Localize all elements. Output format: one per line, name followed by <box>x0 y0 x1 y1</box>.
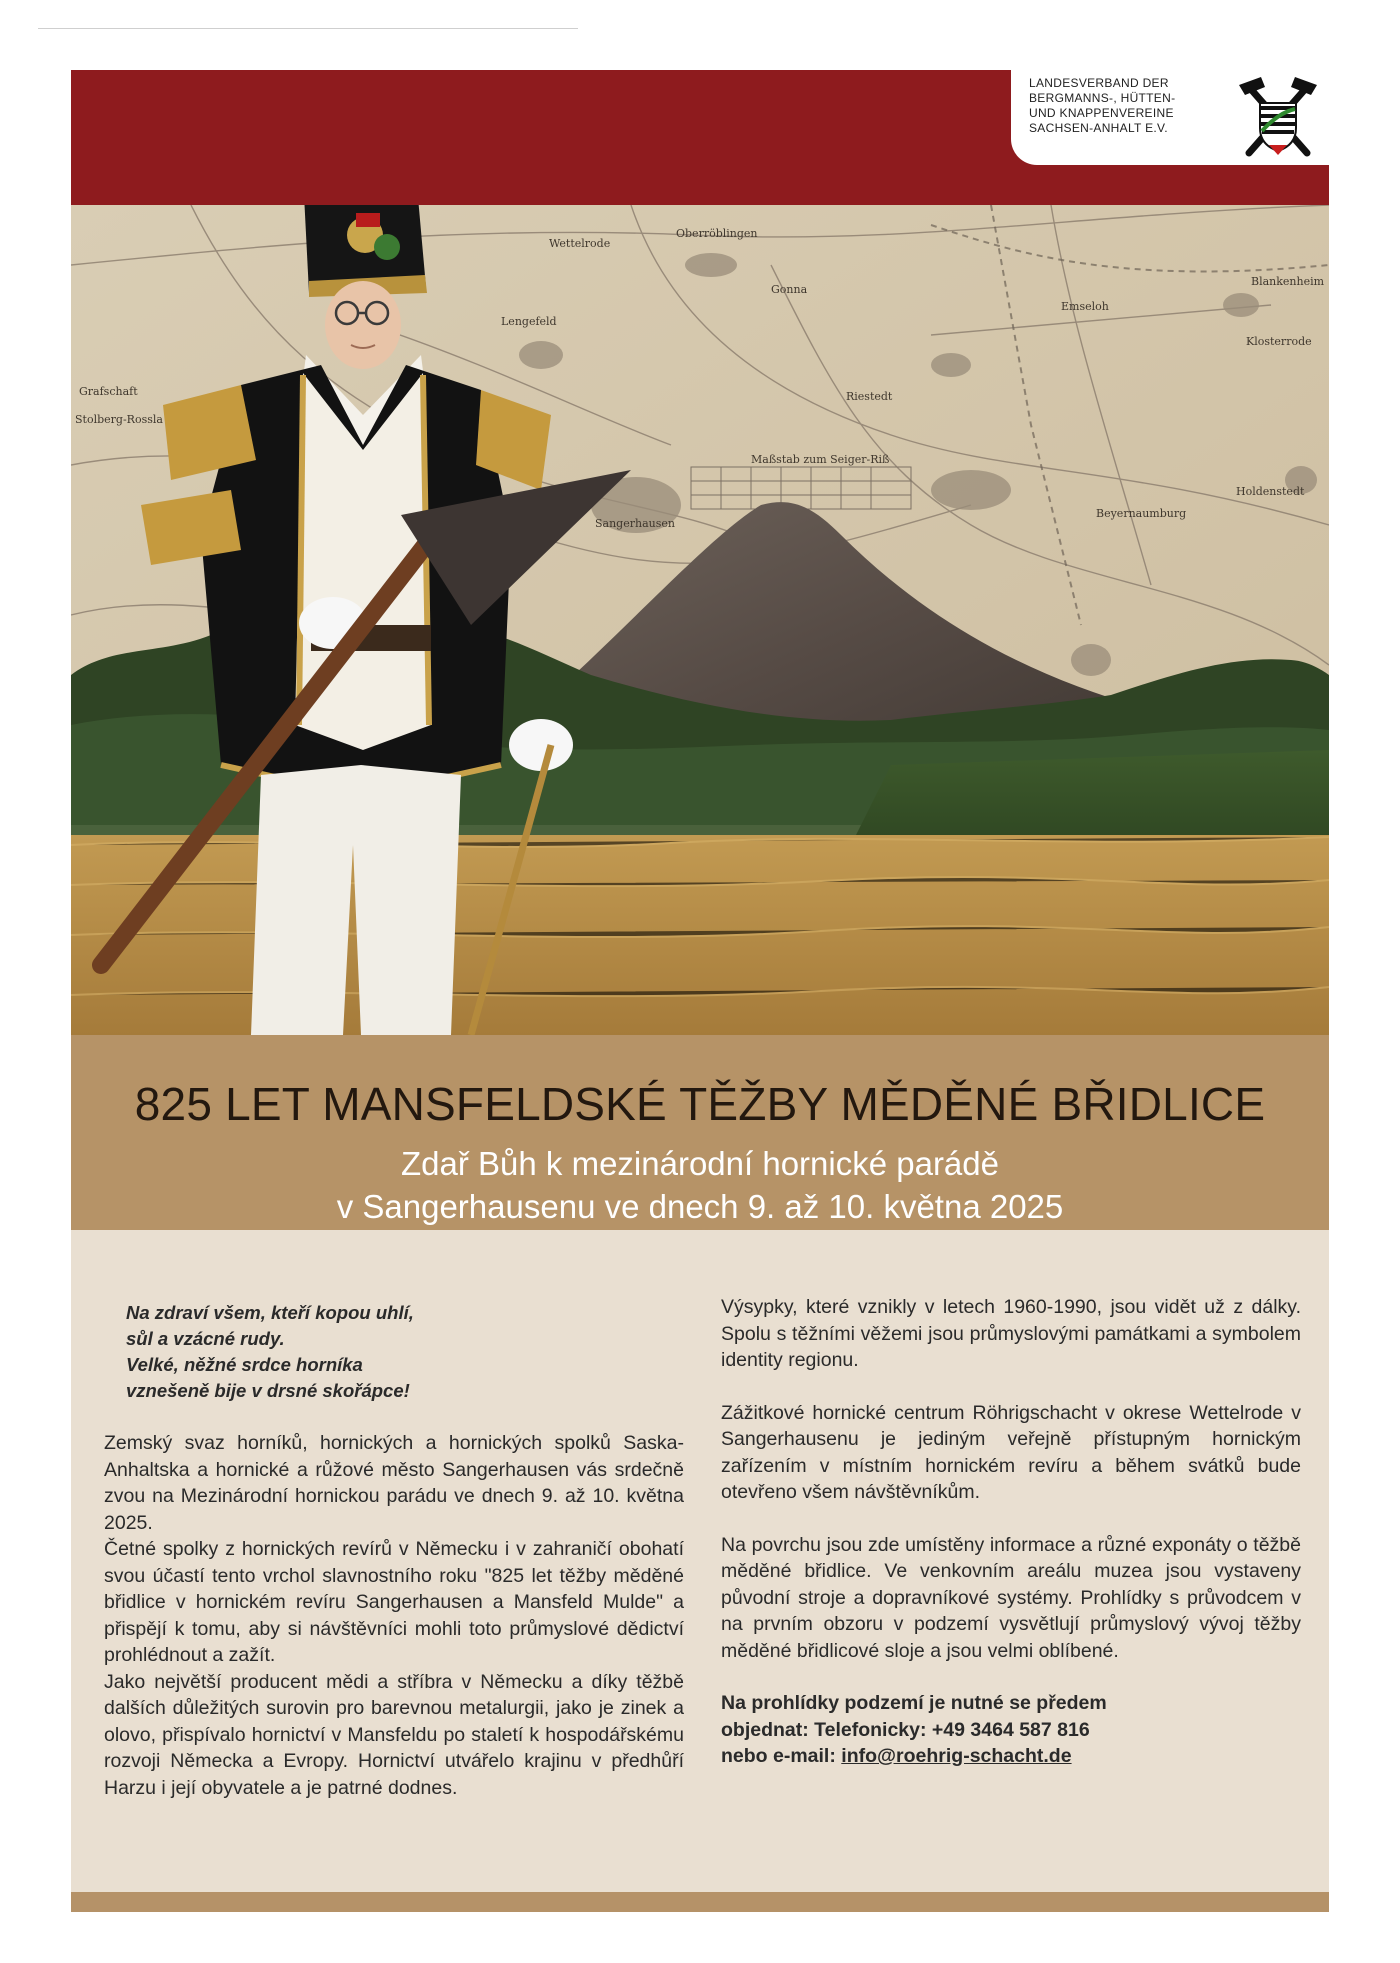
association-name-line: UND KNAPPENVEREINE <box>1029 106 1174 120</box>
poster <box>71 70 1329 1912</box>
right-column <box>721 1294 1301 1770</box>
map-label: Gonna <box>771 283 808 296</box>
association-logo <box>1011 70 1329 165</box>
miner-face <box>325 281 401 369</box>
map-label: Klosterrode <box>1246 335 1312 348</box>
poem-line: sůl a vzácné rudy. <box>126 1328 285 1349</box>
map-label: Lengefeld <box>501 315 557 328</box>
map-label: Holdenstedt <box>1236 485 1305 498</box>
map-label: Riestedt <box>846 390 893 403</box>
map-label: Maßstab zum Seiger-Riß <box>751 453 890 466</box>
subtitle-line-1: Zdař Bůh k mezinárodní hornické parádě <box>401 1145 999 1182</box>
map-label: Emseloh <box>1061 300 1109 313</box>
hero-photo-collage <box>71 205 1329 1035</box>
poem-line: vznešeně bije v drsné skořápce! <box>126 1380 410 1401</box>
contact-email-link[interactable]: info@roehrig-schacht.de <box>841 1745 1072 1767</box>
association-name-line: SACHSEN-ANHALT E.V. <box>1029 121 1168 135</box>
footer-bar <box>71 1892 1329 1912</box>
miner-poem <box>126 1300 684 1404</box>
exhibits-paragraph: Na povrchu jsou zde umístěny informace a různé exponáty o těžbě měděné břidlice. Ve venkovním areálu muzea jsou vystaveny původní stroje a dopravníkové systémy. Prohlídky s průvodcem v na prvním obzoru v podzemí vysvětlují průmyslový vývoj těžby měděné břidlicové sloje a jsou velmi oblíbené. <box>721 1533 1301 1662</box>
contact-line: Na prohlídky podzemí je nutné se předem <box>721 1692 1107 1714</box>
map-label: Grafschaft <box>79 385 138 398</box>
top-rule <box>38 28 578 29</box>
hammer-and-pick-emblem-icon <box>1235 73 1321 161</box>
invitation-paragraph: Zemský svaz horníků, hornických a hornických spolků Saska-Anhaltska a hornické a růžové město Sangerhausen vás srdečně zvou na Mezinárodní hornickou parádu ve dnech 9. až 10. května 2025. <box>104 1432 684 1534</box>
green-field <box>851 750 1329 845</box>
contact-phone[interactable]: objednat: Telefonicky: +49 3464 587 816 <box>721 1718 1090 1741</box>
subtitle-line-2: v Sangerhausenu ve dnech 9. až 10. května 2025 <box>336 1188 1064 1225</box>
museum-paragraph: Zážitkové hornické centrum Röhrigschacht v okrese Wettelrode v Sangerhausenu je jediným veřejně přístupným hornickým zařízením v místním hornickém revíru a během svátků bude otevřeno všem návštěvníkům. <box>721 1401 1301 1503</box>
map-label: Beyernaumburg <box>1096 507 1187 520</box>
main-title: 825 LET MANSFELDSKÉ TĚŽBY MĚDĚNÉ BŘIDLICE <box>134 1078 1266 1130</box>
map-label: Stolberg-Rossla <box>75 413 163 426</box>
map-label: Wettelrode <box>549 237 611 250</box>
contact-email-line <box>721 1743 1301 1770</box>
poem-line: Velké, něžné srdce horníka <box>126 1354 363 1375</box>
history-paragraph: Jako největší producent mědi a stříbra v Německu a díky těžbě dalších důležitých surovin pro barevnou metalurgii, jako je zinek a olovo, přispívalo hornictví v Mansfeldu po staletí k hospodářskému rozvoji Německa a Evropy. Hornictví utvářelo krajinu v předhůří Harzu i její obyvatele a je patrné dodnes. <box>104 1670 684 1799</box>
body-text-area <box>71 1230 1329 1892</box>
association-name-line: BERGMANNS-, HÜTTEN- <box>1029 91 1176 105</box>
poem-line: Na zdraví všem, kteří kopou uhlí, <box>126 1302 414 1323</box>
association-name <box>1029 76 1175 136</box>
contact-email-prefix: nebo e-mail: <box>721 1745 842 1767</box>
left-column <box>104 1300 684 1801</box>
map-label: Blankenheim <box>1251 275 1325 288</box>
participants-paragraph: Četné spolky z hornických revírů v Německu i v zahraničí obohatí svou účastí tento vrchol slavnostního roku "825 let těžby měděné břidlice v hornickém revíru Sangerhausen a Mansfeld Mulde" a přispějí k tomu, aby si návštěvníci mohli toto průmyslové dědictví prohlédnout a zažít. <box>104 1538 684 1666</box>
spoil-heaps-paragraph: Výsypky, které vznikly v letech 1960-1990, jsou vidět už z dálky. Spolu s těžními věžemi jsou průmyslovými památkami a symbolem identity regionu. <box>721 1296 1301 1371</box>
booking-contact <box>721 1690 1301 1770</box>
map-label: Oberröblingen <box>676 227 758 240</box>
title-band <box>71 1035 1329 1230</box>
map-label: Sangerhausen <box>595 517 675 530</box>
hero-illustration <box>71 205 1329 1035</box>
association-name-line: LANDESVERBAND DER <box>1029 76 1169 90</box>
